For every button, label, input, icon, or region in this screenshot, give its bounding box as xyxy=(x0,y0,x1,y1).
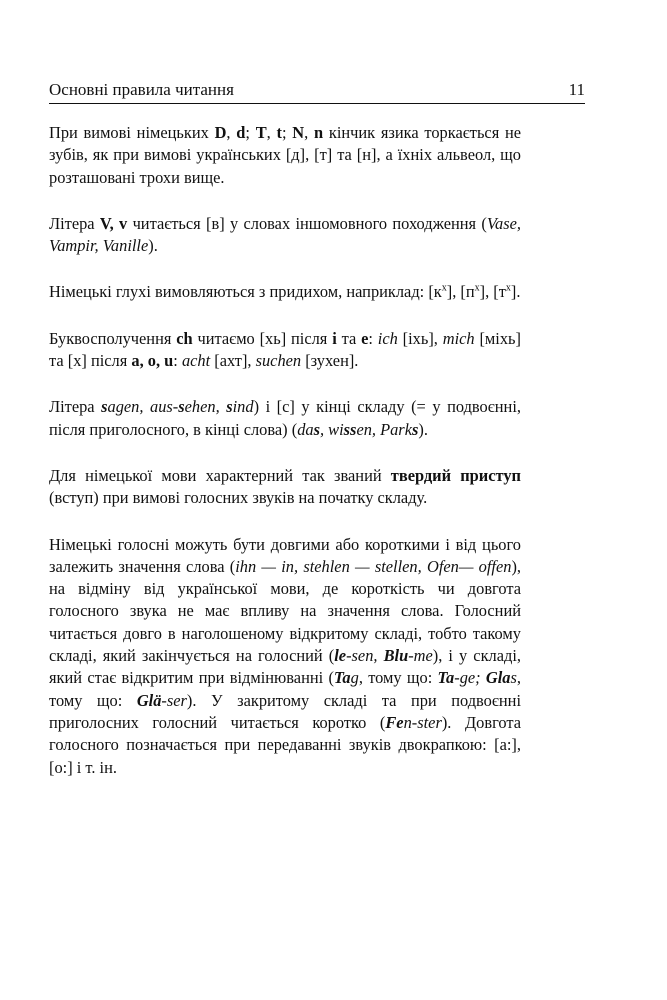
italic-text: ich xyxy=(377,328,398,348)
bold-text: ch xyxy=(176,328,193,348)
bold-italic-text: Glä xyxy=(136,690,162,710)
italic-text: g xyxy=(350,668,359,688)
text: : xyxy=(368,328,378,348)
text: [ахт], xyxy=(210,351,256,371)
italic-text: , wi xyxy=(319,419,344,439)
italic-text: s xyxy=(510,668,517,688)
bold-italic-text: s xyxy=(101,397,108,417)
text: читається [в] у словах іншомовного походження ( xyxy=(127,213,487,233)
bold-text: i xyxy=(332,328,337,348)
text: (вступ) при вимові голосних звуків на початку складу. xyxy=(49,488,428,508)
italic-text: -me xyxy=(408,646,433,666)
bold-text: e xyxy=(361,328,369,348)
italic-text: -sen, xyxy=(346,646,384,666)
text: та xyxy=(336,328,362,348)
paragraph-2 xyxy=(49,213,521,258)
text: Німецькі голосні можуть бути довгими або короткими і від цього залежить значення слова ( xyxy=(49,534,521,576)
header-title: Основні правила читання xyxy=(49,80,234,99)
bold-italic-text: Ta xyxy=(333,668,351,688)
italic-text: ihn — in, stehlen — stellen, Ofen— offen xyxy=(235,556,512,576)
running-header xyxy=(49,80,585,100)
bold-italic-text: s xyxy=(226,397,233,417)
text: : xyxy=(173,351,182,371)
text: При вимові німецьких xyxy=(49,123,215,142)
text: ). xyxy=(148,236,158,256)
text: Для німецької мови характерний так званий xyxy=(49,465,391,485)
italic-text: ind xyxy=(232,397,254,417)
paragraph-6 xyxy=(49,465,521,510)
text: ], [т xyxy=(479,282,506,302)
bold-text: n xyxy=(314,123,324,142)
text: ; xyxy=(245,123,256,142)
page-number: 11 xyxy=(568,80,585,99)
italic-text: Vase, Vampir, Vanille xyxy=(49,213,521,256)
superscript: х xyxy=(505,283,511,295)
italic-text: suchen xyxy=(255,351,302,371)
superscript: х xyxy=(441,283,447,295)
header-rule xyxy=(49,103,585,104)
italic-text: mich xyxy=(442,328,475,348)
bold-italic-text: Fe xyxy=(385,712,404,732)
text: ). xyxy=(418,419,428,439)
italic-text: en, Park xyxy=(356,419,412,439)
text: , тому що: xyxy=(358,668,438,688)
superscript: х xyxy=(474,283,480,295)
text: ). Довгота голосного позначається при передаванні звуків двокрапкою: [a:], [o:] і т. ін. xyxy=(49,712,521,777)
text: Німецькі глухі вимовляються з придихом, наприклад: [к xyxy=(49,282,442,302)
italic-text: da xyxy=(297,419,314,439)
bold-italic-text: s xyxy=(178,397,185,417)
text: , xyxy=(226,123,237,142)
italic-text: -ge; xyxy=(454,668,486,688)
body-text xyxy=(49,122,521,803)
bold-italic-text: le xyxy=(334,646,347,666)
text: ), і у складі, який стає відкритим при відмінюванні ( xyxy=(49,646,521,688)
italic-text: -ser xyxy=(161,690,187,710)
text: кінчик язика торкається не зубів, як при вимові українських [д], [т] та [н], а їхніх альвеол, що розташовані трохи вище. xyxy=(49,123,522,187)
paragraph-7 xyxy=(49,534,521,779)
text: ) і [с] у кінці складу (= у подвоєнні, після приголосного, в кінці слова) ( xyxy=(49,397,521,439)
text: , xyxy=(304,123,314,142)
bold-italic-text: ss xyxy=(343,419,357,439)
italic-text: acht xyxy=(181,351,211,371)
italic-text: ehen, xyxy=(184,397,227,417)
text: ]. xyxy=(510,282,521,302)
paragraph-3 xyxy=(49,281,521,303)
text: , тому що: xyxy=(49,668,521,710)
paragraph-1 xyxy=(49,122,521,189)
text: Літера xyxy=(49,213,100,233)
text: [іхь], xyxy=(397,328,443,348)
bold-italic-text: Blu xyxy=(383,646,409,666)
text: ). У закритому складі та при подвоєнні приголосних голосний читається коротко ( xyxy=(49,690,521,732)
text: ; xyxy=(281,123,293,142)
text: [міхь] та [х] після xyxy=(49,328,521,371)
text: Буквосполучення xyxy=(49,328,177,348)
bold-italic-text: Ta xyxy=(437,668,455,688)
bold-text: N xyxy=(292,123,305,142)
bold-italic-text: s xyxy=(411,419,419,439)
paragraph-4 xyxy=(49,328,521,373)
paragraph-5 xyxy=(49,396,521,441)
text: читаємо [хь] після xyxy=(192,328,333,348)
bold-text: V, v xyxy=(99,213,128,233)
bold-text: t xyxy=(276,123,282,142)
bold-text: a, o, u xyxy=(131,351,174,371)
text: ], [п xyxy=(446,282,475,302)
text: Літера xyxy=(49,397,102,417)
text: ), на відміну від української мови, де короткість чи довгота голосного звука не має впливу на значення слова. Голосний читається довго в наголошеному відкритому складі, тобто такому складі, який закінчується на голосний ( xyxy=(49,556,522,666)
text: [зухен]. xyxy=(301,351,359,371)
bold-text: d xyxy=(236,123,246,142)
bold-italic-text: s xyxy=(313,419,320,439)
bold-text: T xyxy=(255,123,267,142)
bold-text: D xyxy=(214,123,227,142)
bold-text: твердий приступ xyxy=(390,465,521,485)
italic-text: agen, aus- xyxy=(107,397,179,417)
italic-text: n-ster xyxy=(403,712,442,732)
bold-italic-text: Gla xyxy=(485,668,511,688)
text: , xyxy=(266,123,277,142)
